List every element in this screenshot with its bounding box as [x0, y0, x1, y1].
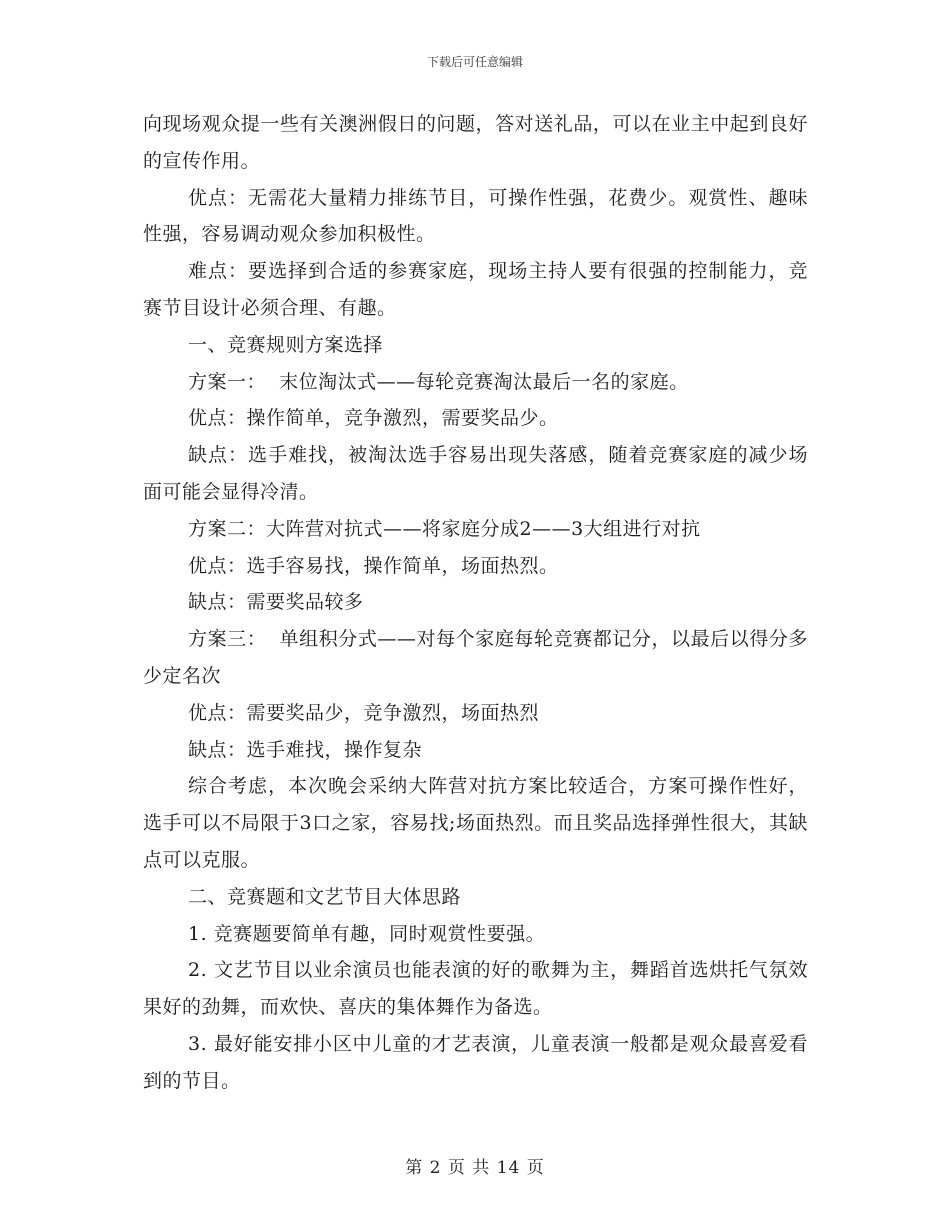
document-body — [143, 106, 808, 1100]
paragraph: 缺点：选手难找，操作复杂 — [188, 738, 423, 761]
paragraph: 缺点：需要奖品较多 — [188, 591, 364, 614]
list-item: 1. 竞赛题要简单有趣，同时观赏性要强。 — [188, 922, 546, 945]
page-header: 下载后可任意编辑 — [426, 55, 523, 69]
paragraph: 方案三： 单组积分式——对每个家庭每轮竞赛都记分，以最后以得分多少定名次 — [143, 628, 808, 687]
list-item: 2. 文艺节目以业余演员也能表演的好的歌舞为主，舞蹈首选烘托气氛效果好的劲舞，而欢快、喜庆的集体舞作为备选。 — [143, 959, 808, 1019]
page-footer: 第 2 页 共 14 页 — [405, 1158, 545, 1178]
paragraph: 优点：操作简单，竞争激烈，需要奖品少。 — [188, 407, 559, 430]
paragraph: 向现场观众提一些有关澳洲假日的问题，答对送礼品，可以在业主中起到良好的宣传作用。 — [143, 113, 808, 172]
paragraph: 方案一： 末位淘汰式——每轮竞赛淘汰最后一名的家庭。 — [188, 370, 689, 393]
paragraph: 方案二：大阵营对抗式——将家庭分成2——3大组进行对抗 — [188, 517, 701, 540]
paragraph: 难点：要选择到合适的参赛家庭，现场主持人要有很强的控制能力，竞赛节目设计必须合理、有趣。 — [143, 260, 808, 319]
section-heading: 一、竞赛规则方案选择 — [188, 333, 384, 356]
paragraph: 缺点：选手难找，被淘汰选手容易出现失落感，随着竞赛家庭的减少场面可能会显得冷清。 — [143, 444, 808, 503]
paragraph: 优点：选手容易找，操作简单，场面热烈。 — [188, 554, 559, 577]
paragraph: 优点：无需花大量精力排练节目，可操作性强，花费少。观赏性、趣味性强，容易调动观众参加积极性。 — [143, 186, 808, 246]
list-item: 3. 最好能安排小区中儿童的才艺表演，儿童表演一般都是观众最喜爱看到的节目。 — [143, 1032, 808, 1092]
paragraph: 综合考虑，本次晚会采纳大阵营对抗方案比较适合，方案可操作性好，选手可以不局限于3口之家，容易找;场面热烈。而且奖品选择弹性很大，其缺点可以克服。 — [143, 775, 808, 871]
paragraph: 优点：需要奖品少，竞争激烈，场面热烈 — [188, 701, 540, 724]
section-heading: 二、竞赛题和文艺节目大体思路 — [188, 885, 462, 908]
